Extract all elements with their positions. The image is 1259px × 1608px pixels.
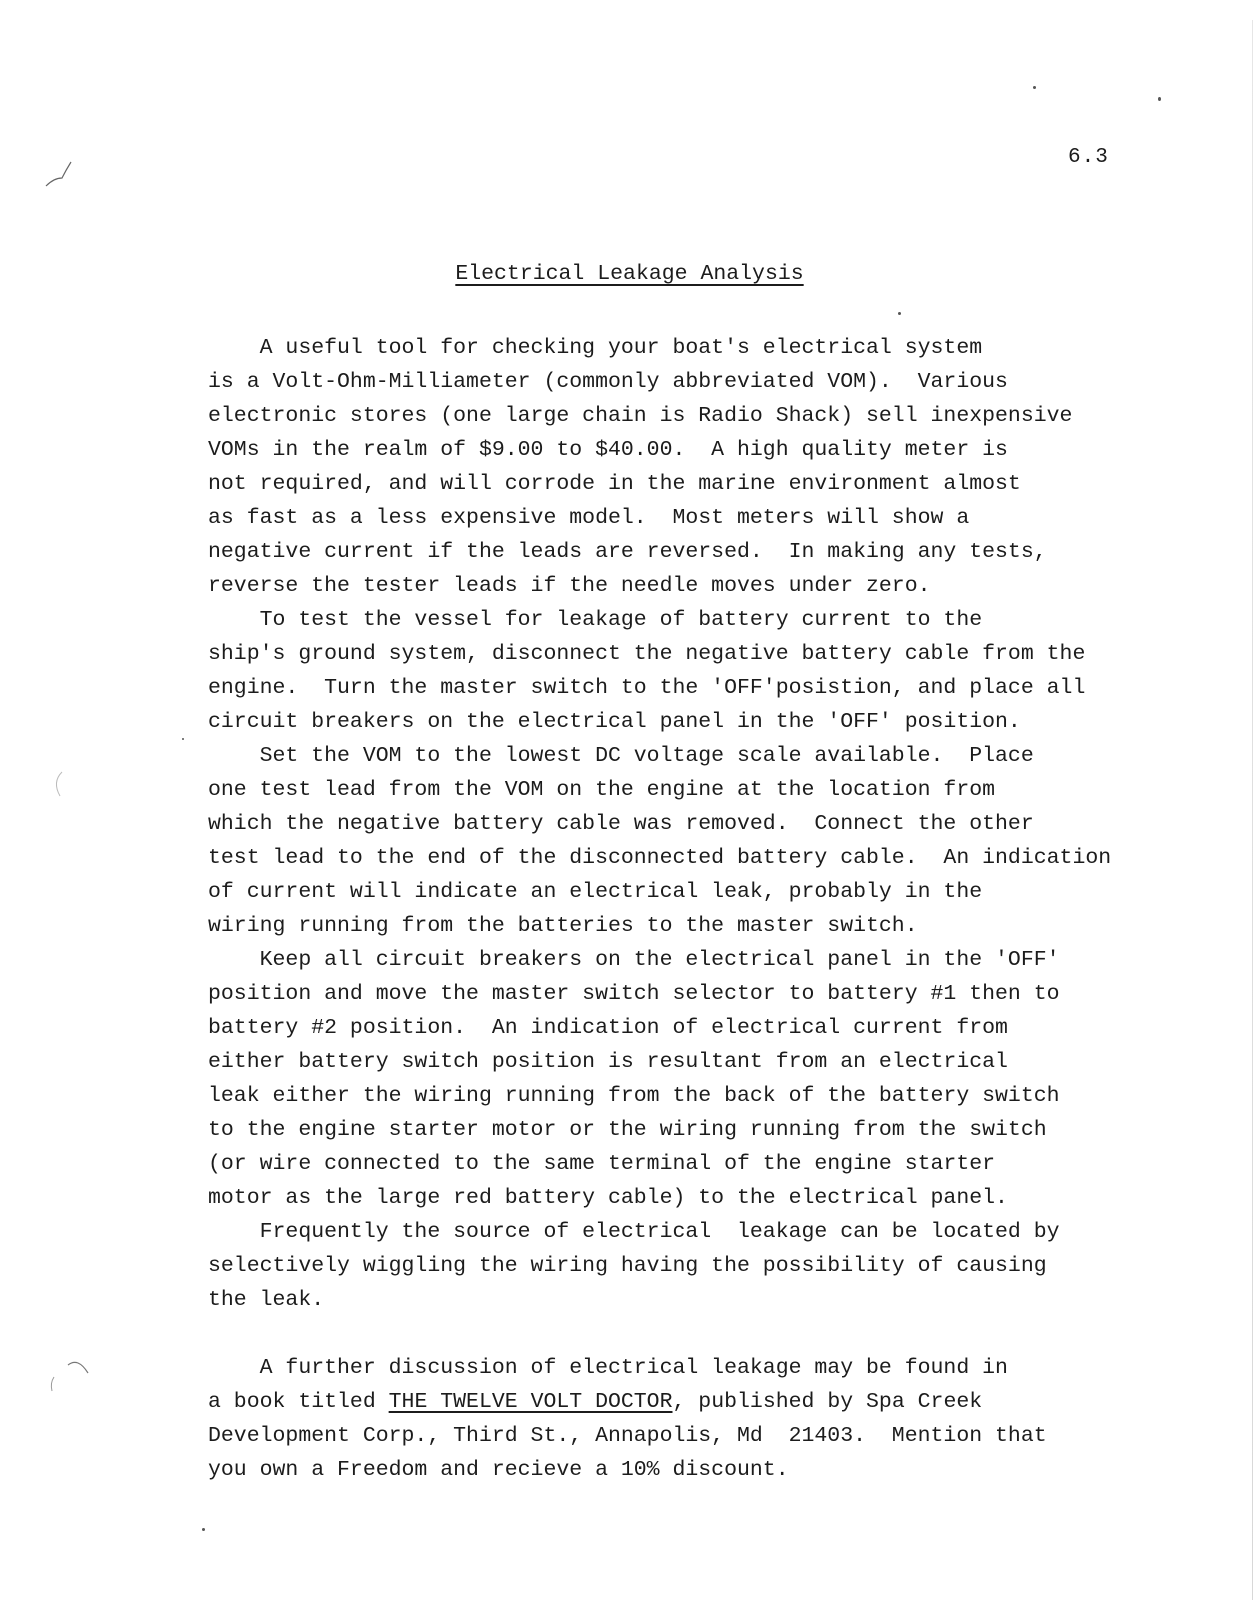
text-line: to the engine starter motor or the wiring running from the switch: [208, 1118, 1047, 1142]
margin-mark: [48, 770, 68, 800]
scan-dot: [202, 1528, 205, 1531]
scan-dot: [898, 312, 901, 315]
text-line: position and move the master switch selector to battery #1 then to: [208, 982, 1060, 1006]
text-line: as fast as a less expensive model. Most meters will show a: [208, 506, 970, 530]
scan-dot: [182, 738, 184, 740]
paragraph-gap: [208, 1317, 1198, 1351]
text-line: wiring running from the batteries to the master switch.: [208, 914, 918, 938]
page-title: Electrical Leakage Analysis: [455, 262, 804, 286]
margin-mark: [44, 160, 74, 190]
text-line: To test the vessel for leakage of battery current to the: [208, 608, 983, 632]
text-line: one test lead from the VOM on the engine at the location from: [208, 778, 996, 802]
text-line: circuit breakers on the electrical panel in the 'OFF' position.: [208, 710, 1021, 734]
text-line: engine. Turn the master switch to the 'OFF'posistion, and place all: [208, 676, 1086, 700]
text-fragment: , published by Spa Creek: [672, 1390, 983, 1414]
text-line: Frequently the source of electrical leakage can be located by: [208, 1220, 1060, 1244]
text-line: ship's ground system, disconnect the negative battery cable from the: [208, 642, 1086, 666]
text-line: VOMs in the realm of $9.00 to $40.00. A high quality meter is: [208, 438, 1008, 462]
text-line: Set the VOM to the lowest DC voltage scale available. Place: [208, 744, 1034, 768]
text-line: reverse the tester leads if the needle moves under zero.: [208, 574, 931, 598]
text-line: not required, and will corrode in the marine environment almost: [208, 472, 1021, 496]
text-line: leak either the wiring running from the back of the battery switch: [208, 1084, 1060, 1108]
text-line: electronic stores (one large chain is Radio Shack) sell inexpensive: [208, 404, 1073, 428]
text-line: the leak.: [208, 1288, 325, 1312]
document-body: [208, 331, 1198, 1487]
scan-edge: [1252, 20, 1253, 1600]
text-fragment: a book titled: [208, 1390, 389, 1414]
text-line: negative current if the leads are reversed. In making any tests,: [208, 540, 1047, 564]
text-line: of current will indicate an electrical leak, probably in the: [208, 880, 983, 904]
page-number: 6.3: [1068, 146, 1109, 169]
text-line: battery #2 position. An indication of electrical current from: [208, 1016, 1008, 1040]
scan-dot: [1158, 97, 1161, 101]
text-line: is a Volt-Ohm-Milliameter (commonly abbreviated VOM). Various: [208, 370, 1008, 394]
text-line: motor as the large red battery cable) to the electrical panel.: [208, 1186, 1008, 1210]
scan-dot: [1033, 86, 1036, 89]
text-line: test lead to the end of the disconnected battery cable. An indication: [208, 846, 1112, 870]
book-title: THE TWELVE VOLT DOCTOR: [388, 1390, 673, 1414]
text-line: which the negative battery cable was removed. Connect the other: [208, 812, 1034, 836]
text-line: A useful tool for checking your boat's electrical system: [208, 336, 983, 360]
text-line: (or wire connected to the same terminal of the engine starter: [208, 1152, 996, 1176]
text-line: either battery switch position is resultant from an electrical: [208, 1050, 1008, 1074]
text-line: A further discussion of electrical leakage may be found in: [208, 1356, 1008, 1380]
text-line: selectively wiggling the wiring having the possibility of causing: [208, 1254, 1047, 1278]
text-line: you own a Freedom and recieve a 10% discount.: [208, 1458, 789, 1482]
text-line: [208, 1385, 1198, 1419]
text-line: Keep all circuit breakers on the electrical panel in the 'OFF': [208, 948, 1060, 972]
margin-mark: [48, 1355, 98, 1395]
text-line: Development Corp., Third St., Annapolis, Md 21403. Mention that: [208, 1424, 1047, 1448]
